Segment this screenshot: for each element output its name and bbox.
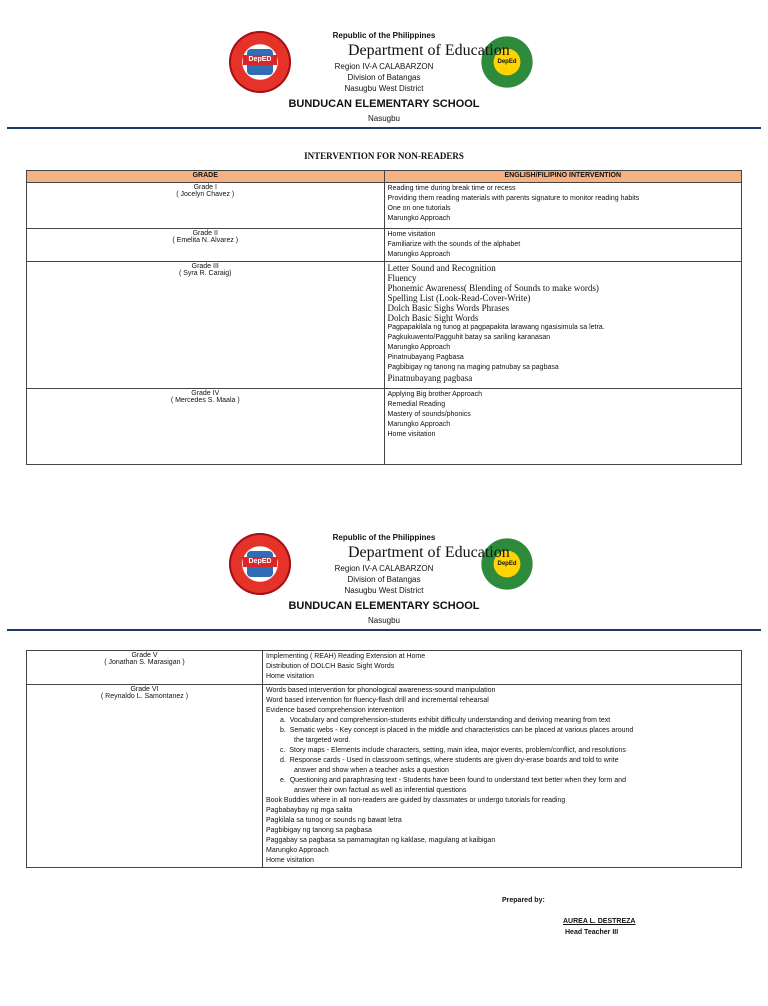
- list-item: e. Questioning and paraphrasing text - Students have been found to understand text better when they form and: [280, 777, 626, 784]
- document-title: INTERVENTION FOR NON-READERS: [304, 151, 464, 161]
- table-row: [27, 183, 742, 229]
- table-row: [27, 229, 742, 262]
- table-row: [27, 685, 742, 868]
- republic-label: Republic of the Philippines: [332, 31, 436, 40]
- division-label: Division of Batangas: [347, 575, 421, 584]
- list-item: b. Sematic webs - Key concept is placed in the middle and characteristics can be placed at various places around: [280, 727, 634, 734]
- deped-seal-icon: DepED: [229, 31, 291, 93]
- signatory-position: Head Teacher III: [565, 929, 619, 936]
- region-label: Region IV-A CALABARZON: [334, 564, 434, 573]
- intervention-cell: Words based intervention for phonological awareness-sound manipulation Word based intervention for fluency-flash drill and incremental rehearsal Evidence based comprehension intervention a. Vocabulary and comprehension-students exhibit difficulty understanding and deriving meaning from text b. Sematic webs - Key concept is placed in the middle and characteristics can be placed at various places around the targeted word. c. Story maps - Elements include characters, setting, main idea, major events, problem/conflict, and resolutions d. Response cards - Used in classroom settings, where students are given dry-erase boards and told to write answer and show when a teacher asks a question e. Questioning and paraphrasing text - Students have been found to understand text better when they form and answer their own factual as well as inferential questions Book Buddies where in all non-readers are guided by classmates or undergo tutorials for reading Pagbabaybay ng mga salita Pagkilala sa tunog or sounds ng bawat letra Pagbibigay ng tanong sa pagbasa Paggabay sa pagbasa sa pamamagitan ng kaklase, magulang at kaibigan Marungko Approach Home visitation: [263, 685, 742, 868]
- intervention-table-continued: [26, 650, 742, 868]
- header-rule: [7, 629, 761, 631]
- region-label: Region IV-A CALABARZON: [334, 62, 434, 71]
- school-name: BUNDUCAN ELEMENTARY SCHOOL: [288, 600, 480, 612]
- town-label: Nasugbu: [367, 114, 401, 123]
- town-label: Nasugbu: [367, 616, 401, 625]
- list-item: d. Response cards - Used in classroom settings, where students are given dry-erase boards and told to write: [280, 757, 619, 764]
- intervention-cell: Letter Sound and Recognition Fluency Phonemic Awareness( Blending of Sounds to make words) Spelling List (Look-Read-Cover-Write) Dolch Basic Sighs Words Phrases Dolch Basic Sight Words Pagpapakilala ng tunog at pagpapakita larawang ngasisimula sa letra. Pagkukuwento/Pagguhit batay sa sariling karanasan Marungko Approach Pinatnubayang Pagbasa Pagbibigay ng tanong na maging patnubay sa pagbasa Pinatnubayang pagbasa: [384, 262, 742, 389]
- division-seal-icon: DepEd: [476, 533, 538, 595]
- list-item: c. Story maps - Elements include characters, setting, main idea, major events, problem/conflict, and resolutions: [280, 747, 626, 754]
- grade-cell: Grade II ( Emelita N. Alvarez ): [27, 229, 385, 262]
- district-label: Nasugbu West District: [344, 84, 424, 93]
- table-row: [27, 389, 742, 465]
- header-grade: GRADE: [27, 171, 385, 183]
- intervention-cell: Applying Big brother Approach Remedial Reading Mastery of sounds/phonics Marungko Approach Home visitation: [384, 389, 742, 465]
- department-title: Department of Education: [348, 544, 510, 561]
- grade-cell: Grade III ( Syra R. Caraig): [27, 262, 385, 389]
- grade-cell: Grade V ( Jonathan S. Marasigan ): [27, 651, 263, 685]
- deped-seal-icon: DepED: [229, 533, 291, 595]
- republic-label: Republic of the Philippines: [332, 533, 436, 542]
- grade-cell: Grade VI ( Reynaldo L. Samontanez ): [27, 685, 263, 868]
- table-row: [27, 262, 742, 389]
- intervention-table: [26, 170, 742, 465]
- district-label: Nasugbu West District: [344, 586, 424, 595]
- signatory-name: AUREA L. DESTREZA: [563, 918, 636, 925]
- prepared-by-label: Prepared by:: [502, 897, 545, 904]
- header-intervention: ENGLISH/FILIPINO INTERVENTION: [384, 171, 742, 183]
- intervention-cell: Implementing ( REAH) Reading Extension at Home Distribution of DOLCH Basic Sight Words Home visitation: [263, 651, 742, 685]
- table-header-row: [27, 171, 742, 183]
- grade-cell: Grade IV ( Mercedes S. Maala ): [27, 389, 385, 465]
- header-rule: [7, 127, 761, 129]
- grade-cell: Grade I ( Jocelyn Chavez ): [27, 183, 385, 229]
- list-item: a. Vocabulary and comprehension-students exhibit difficulty understanding and deriving meaning from text: [280, 717, 611, 724]
- department-title: Department of Education: [348, 42, 510, 59]
- table-row: [27, 651, 742, 685]
- intervention-cell: Home visitation Familiarize with the sounds of the alphabet Marungko Approach: [384, 229, 742, 262]
- school-name: BUNDUCAN ELEMENTARY SCHOOL: [288, 98, 480, 110]
- intervention-cell: Reading time during break time or recess Providing them reading materials with parents signature to monitor reading habits One on one tutorials Marungko Approach: [384, 183, 742, 229]
- division-label: Division of Batangas: [347, 73, 421, 82]
- division-seal-icon: DepEd: [476, 31, 538, 93]
